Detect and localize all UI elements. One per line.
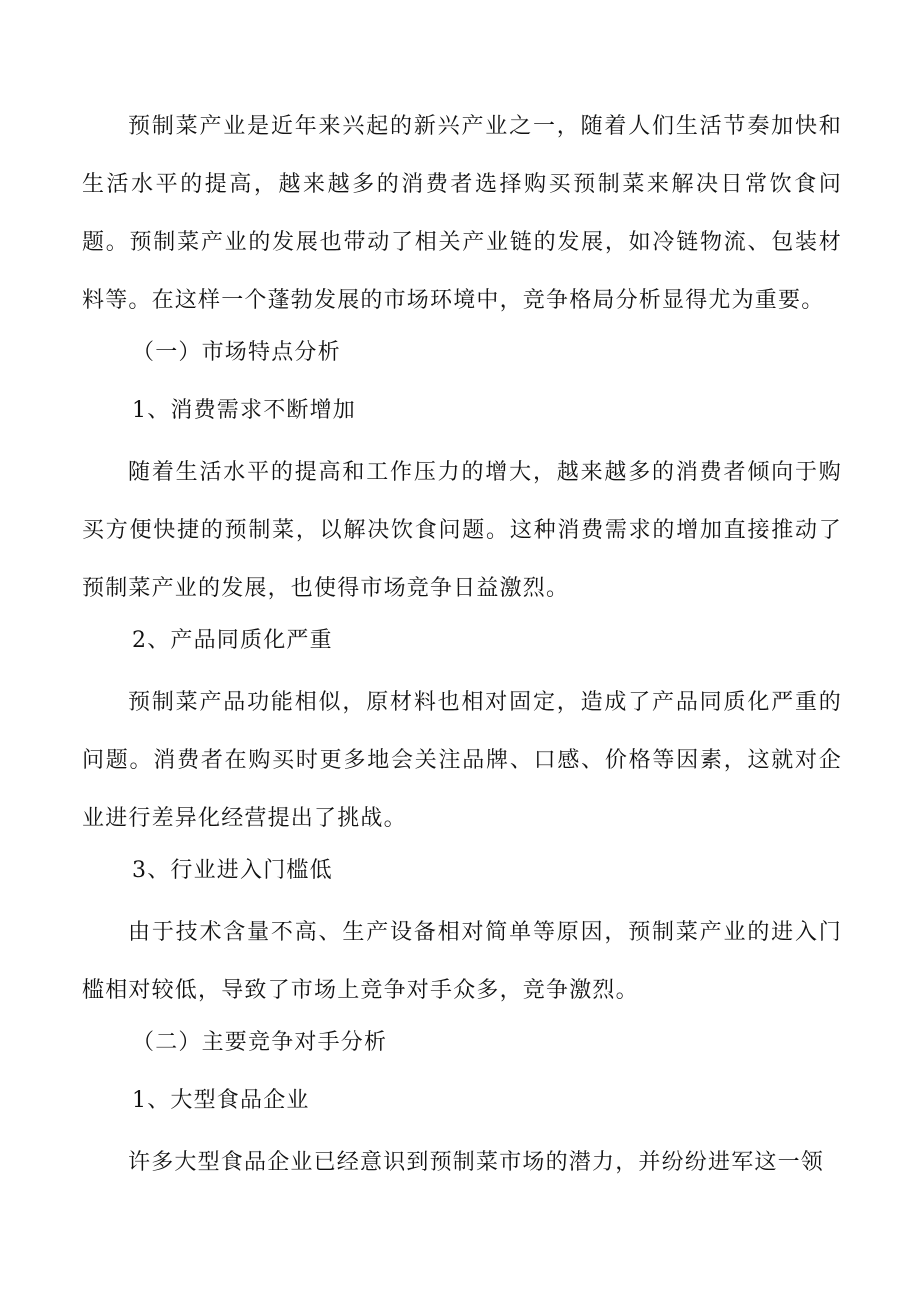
paragraph-large-food-companies: 许多大型食品企业已经意识到预制菜市场的潜力，并纷纷进军这一领 xyxy=(128,1150,825,1175)
section-title-market-features: （一）市场特点分析 xyxy=(132,340,341,365)
paragraph-demand-increase: 随着生活水平的提高和工作压力的增大，越来越多的消费者倾向于购买方便快捷的预制菜，以解决饮食问题。这种消费需求的增加直接推动了预制菜产业的发展，也使得市场竞争日益激烈。 xyxy=(82,460,842,601)
paragraph-low-entry-barrier: 由于技术含量不高、生产设备相对简单等原因，预制菜产业的进入门槛相对较低，导致了市场上竞争对手众多，竞争激烈。 xyxy=(82,920,842,1003)
section-title-competitors: （二）主要竞争对手分析 xyxy=(132,1030,388,1055)
subheading-homogenization: 2、产品同质化严重 xyxy=(132,628,333,653)
subheading-large-food-companies: 1、大型食品企业 xyxy=(132,1088,310,1113)
paragraph-homogenization: 预制菜产品功能相似，原材料也相对固定，造成了产品同质化严重的问题。消费者在购买时更多地会关注品牌、口感、价格等因素，这就对企业进行差异化经营提出了挑战。 xyxy=(82,690,842,831)
subheading-low-entry-barrier: 3、行业进入门槛低 xyxy=(132,858,333,883)
intro-paragraph: 预制菜产业是近年来兴起的新兴产业之一，随着人们生活节奏加快和生活水平的提高，越来越多的消费者选择购买预制菜来解决日常饮食问题。预制菜产业的发展也带动了相关产业链的发展，如冷链物流、包装材料等。在这样一个蓬勃发展的市场环境中，竞争格局分析显得尤为重要。 xyxy=(82,114,842,313)
subheading-demand-increase: 1、消费需求不断增加 xyxy=(132,398,356,423)
